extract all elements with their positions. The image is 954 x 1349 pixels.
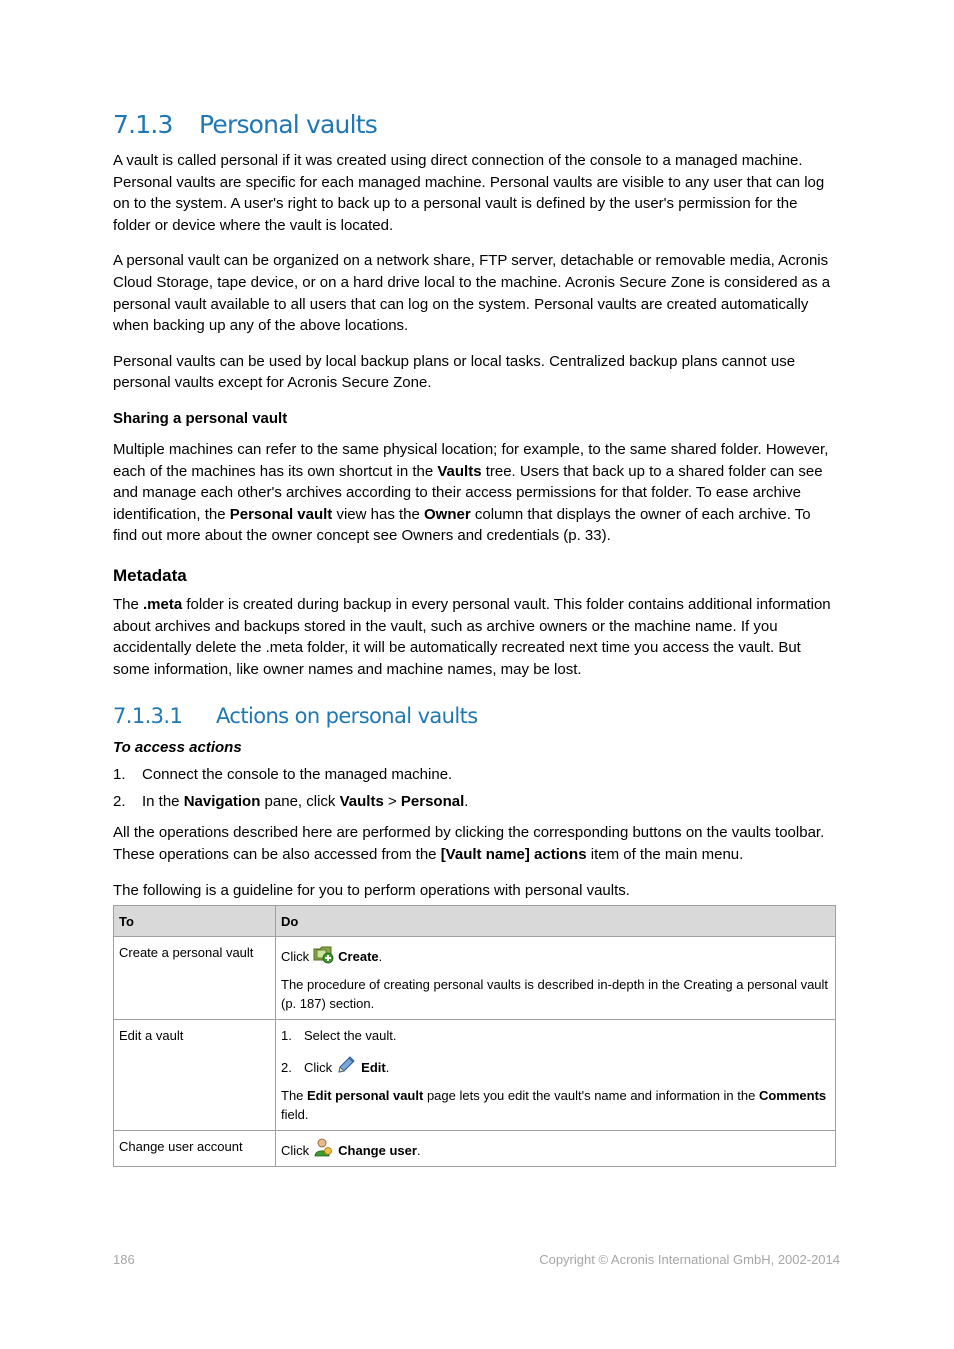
- table-header-row: [114, 906, 836, 937]
- user-icon[interactable]: [312, 1137, 334, 1159]
- list-item: [113, 764, 837, 785]
- access-actions-heading: To access actions: [113, 739, 242, 757]
- column-header-do: Do: [276, 906, 836, 937]
- section-number: 7.1.3: [113, 110, 173, 139]
- subsection-heading: [113, 704, 837, 729]
- bold-run: Vaults: [437, 462, 482, 480]
- text-run: pane, click: [260, 793, 340, 811]
- edit-action-label[interactable]: Edit: [361, 1060, 386, 1076]
- intro-paragraph-1: A vault is called personal if it was created using direct connection of the console to a managed machine. Personal vaults are specific for each managed machine. Personal vaults are visible to any user that can log on to the system. A user's right to back up to a personal vault is defined by the user's permission for the folder or device where the vault is located.: [113, 152, 825, 234]
- cell-do: [276, 1020, 836, 1131]
- text-run: The: [113, 595, 144, 613]
- intro-paragraph-3: Personal vaults can be used by local backup plans or local tasks. Centralized backup plans cannot use personal vaults except for Acronis Secure Zone.: [113, 352, 796, 392]
- column-header-to: To: [114, 906, 276, 937]
- cell-to: Change user account: [114, 1131, 276, 1167]
- list-item: [113, 791, 837, 812]
- bold-run: Navigation: [183, 793, 261, 811]
- text-run: .: [378, 949, 383, 965]
- bold-run: .meta: [143, 595, 183, 613]
- pencil-icon[interactable]: [335, 1054, 357, 1076]
- text-run: .: [385, 1060, 390, 1076]
- text-run: field.: [281, 1107, 309, 1123]
- guideline-paragraph: The following is a guideline for you to perform operations with personal vaults.: [113, 881, 630, 899]
- steps-list: [113, 764, 837, 812]
- step-number: 1.: [113, 766, 126, 784]
- cell-line: [281, 1054, 830, 1077]
- step-number: 2.: [113, 793, 126, 811]
- text-run: In the: [142, 793, 184, 811]
- step-number: 2.: [281, 1060, 292, 1076]
- bold-run: Vaults: [339, 793, 384, 811]
- text-run: page lets you edit the vault's name and information in the: [423, 1088, 759, 1104]
- step-text: [142, 791, 468, 812]
- subsection-number: 7.1.3.1: [113, 704, 183, 729]
- intro-paragraph-2: A personal vault can be organized on a network share, FTP server, detachable or removable media, Acronis Cloud Storage, tape device, or on a hard drive local to the machine. Acronis Secure Zone is considered as a personal vault available to all users that can log on the system. Personal vaults are created automatically when backing up any of the above locations.: [113, 252, 831, 335]
- cell-do: [276, 937, 836, 1020]
- cell-to: Edit a vault: [114, 1020, 276, 1131]
- actions-table: [113, 905, 836, 1167]
- step-number: 1.: [281, 1028, 292, 1044]
- text-run: .: [464, 793, 469, 811]
- table-row: [114, 1020, 836, 1131]
- sharing-paragraph: [113, 439, 837, 547]
- bold-run: [Vault name] actions: [440, 846, 587, 864]
- cell-do: [276, 1131, 836, 1167]
- bold-run: Personal: [400, 793, 465, 811]
- operations-paragraph: [113, 822, 837, 865]
- cell-line: [281, 1137, 830, 1160]
- cell-line: [281, 943, 830, 966]
- section-title: Personal vaults: [199, 110, 377, 139]
- text-run: tree. Users that back up to a shared folder can see and manage each other's archives according to their access permissions for that folder. To ease archive identification, the: [113, 462, 823, 523]
- text-run: Click: [281, 949, 310, 965]
- section-heading: [113, 110, 837, 140]
- metadata-heading: Metadata: [113, 565, 187, 585]
- page-footer: [113, 1252, 840, 1267]
- cell-note: [281, 1086, 830, 1124]
- cell-line: [281, 1026, 830, 1045]
- bold-run: Edit personal vault: [307, 1088, 424, 1104]
- table-row: [114, 1131, 836, 1167]
- text-run: column that displays the owner of each archive. To find out more about the owner concept see Owners and credentials (p. 33).: [113, 505, 811, 545]
- step-text: Connect the console to the managed machine.: [142, 766, 453, 784]
- text-run: Click: [304, 1060, 333, 1076]
- text-run: >: [383, 793, 401, 811]
- sharing-heading: Sharing a personal vault: [113, 409, 288, 427]
- text-run: Click: [281, 1143, 310, 1159]
- bold-run: Comments: [758, 1088, 827, 1104]
- page-number: 186: [113, 1252, 135, 1267]
- text-run: The: [281, 1088, 308, 1104]
- cell-to: Create a personal vault: [114, 937, 276, 1020]
- cell-note: The procedure of creating personal vaults is described in-depth in the Creating a personal vault (p. 187) section.: [281, 977, 829, 1012]
- change-user-action-label[interactable]: Change user: [338, 1143, 417, 1159]
- table-row: [114, 937, 836, 1020]
- metadata-paragraph: [113, 594, 837, 680]
- bold-run: Owner: [424, 505, 471, 523]
- bold-run: Personal vault: [229, 505, 333, 523]
- page-content: [113, 110, 837, 1167]
- text-run: .: [416, 1143, 421, 1159]
- text-run: All the operations described here are performed by clicking the corresponding buttons on the vaults toolbar. These operations can be also accessed from the: [113, 824, 825, 864]
- copyright-notice: Copyright © Acronis International GmbH, 2002-2014: [539, 1252, 840, 1267]
- text-run: Multiple machines can refer to the same physical location; for example, to the same shared folder. However, each of the machines has its own shortcut in the: [113, 440, 829, 480]
- text-run: folder is created during backup in every personal vault. This folder contains additional information about archives and backups stored in the vault, such as archive owners or the machine name. If you accidentally delete the .meta folder, it will be automatically recreated next time you access the vault. But some information, like owner names and machine names, may be lost.: [113, 595, 831, 678]
- text-run: item of the main menu.: [586, 846, 744, 864]
- subsection-title: Actions on personal vaults: [216, 704, 478, 729]
- vault-create-icon[interactable]: [312, 943, 334, 965]
- create-action-label[interactable]: Create: [338, 949, 379, 965]
- text-run: Select the vault.: [304, 1028, 397, 1044]
- text-run: view has the: [332, 505, 425, 523]
